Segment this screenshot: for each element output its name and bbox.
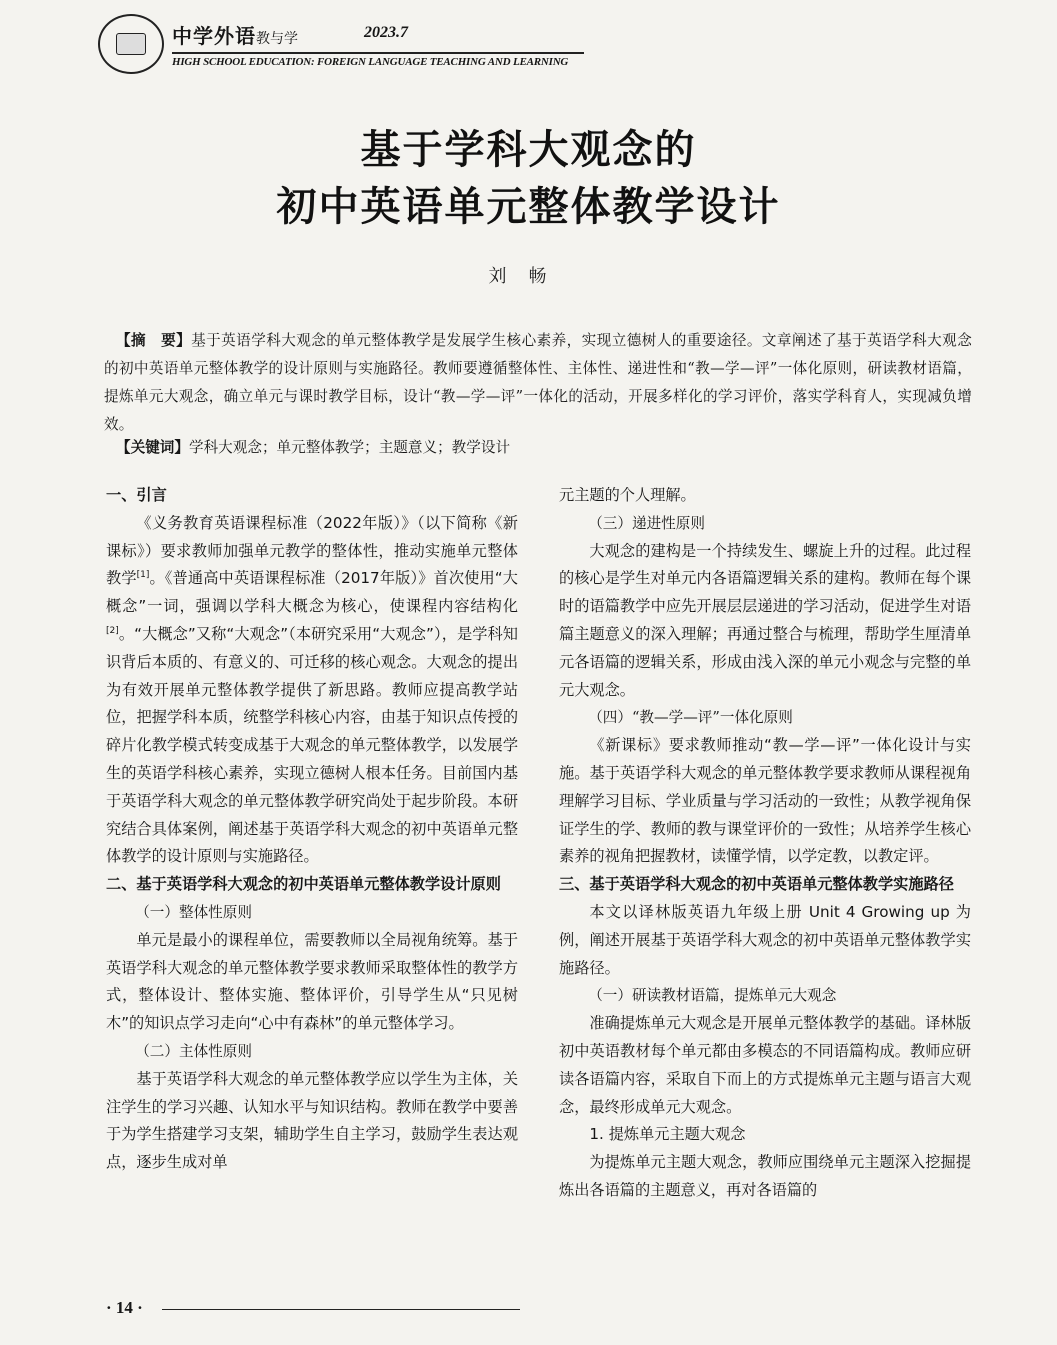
journal-name-main: 中学外语 (172, 24, 256, 48)
body-column-right (559, 482, 971, 1205)
keywords-label: 【关键词】 (116, 439, 189, 456)
text-run: 基于英语学科大观念的单元整体教学应以学生为主体，关注学生的学习兴趣、认知水平与知识结构。教师在教学中要善于为学生搭建学习支架，辅助学生自主学习，鼓励学生表达观点，逐步生成对单 (106, 1069, 518, 1172)
abstract-text: 基于英语学科大观念的单元整体教学是发展学生核心素养，实现立德树人的重要途径。文章阐述了基于英语学科大观念的初中英语单元整体教学的设计原则与实施路径。教师要遵循整体性、主体性、递进性和“教—学—评”一体化原则，研读教材语篇，提炼单元大观念，确立单元与课时教学目标，设计“教—学—评”一体化的活动，开展多样化的学习评价，落实学科育人，实现减负增效。 (104, 332, 972, 433)
article-author: 刘畅 (488, 266, 569, 287)
text-run: 1. 提炼单元主题大观念 (589, 1125, 746, 1144)
section-heading (106, 871, 518, 899)
section-heading (106, 899, 518, 927)
keywords (116, 434, 976, 462)
paragraph (559, 482, 971, 510)
paragraph (559, 899, 971, 982)
text-run: （一）研读教材语篇，提炼单元大观念 (588, 987, 837, 1005)
text-run: 大观念的建构是一个持续发生、螺旋上升的过程。此过程的核心是学生对单元内各语篇逻辑关系的建构。教师在每个课时的语篇教学中应先开展层层递进的学习活动，促进学生对语篇主题意义的深入理解；再通过整合与梳理，帮助学生厘清单元各语篇的逻辑关系，形成由浅入深的单元小观念与完整的单元大观念。 (559, 541, 971, 699)
section-heading (559, 982, 971, 1010)
journal-name-en: HIGH SCHOOL EDUCATION: FOREIGN LANGUAGE TEACHING AND LEARNING (172, 56, 569, 68)
seal-emblem-icon (116, 33, 146, 55)
text-run: 准确提炼单元大观念是开展单元整体教学的基础。译林版初中英语教材每个单元都由多模态的不同语篇构成。教师应研读各语篇内容，采取自下而上的方式提炼单元主题与语言大观念，最终形成单元大观念。 (559, 1014, 971, 1116)
text-run: （四）“教—学—评”一体化原则 (588, 709, 793, 727)
text-run: （三）递进性原则 (588, 514, 705, 532)
text-run: 元主题的个人理解。 (559, 486, 696, 504)
journal-name-cn (172, 20, 298, 49)
paragraph (106, 927, 518, 1038)
article-title-line2: 初中英语单元整体教学设计 (276, 184, 781, 230)
section-heading (559, 704, 971, 732)
paragraph (106, 510, 518, 871)
text-run: （一）整体性原则 (135, 903, 252, 921)
issue-number: 2023.7 (364, 24, 408, 41)
abstract-label: 【摘 要】 (116, 332, 192, 349)
article-title-line1: 基于学科大观念的 (360, 127, 697, 173)
paragraph (559, 1010, 971, 1121)
section-heading (559, 1121, 971, 1149)
text-run: 《新课标》要求教师推动“教—学—评”一体化设计与实施。基于英语学科大观念的单元整体教学要求教师从课程视角理解学习目标、学业质量与学习活动的一致性；从教学视角保证学生的学、教师的教与课堂评价的一致性；从培养学生核心素养的视角把握教材，读懂学情，以学定教，以教定评。 (559, 736, 971, 866)
section-heading (106, 1038, 518, 1066)
journal-header (98, 10, 588, 70)
text-run: 。“大概念”又称“大观念”（本研究采用“大观念”），是学科知识背后本质的、有意义的、可迁移的核心观念。大观念的提出为有效开展单元整体教学提供了新思路。教师应提高教学站位，把握学科本质，统整学科核心内容，由基于知识点传授的碎片化教学模式转变成基于大观念的单元整体教学，以发展学生的英语学科核心素养，实现立德树人根本任务。目前国内基于英语学科大观念的单元整体教学研究尚处于起步阶段。本研究结合具体案例，阐述基于英语学科大观念的初中英语单元整体教学的设计原则与实施路径。 (106, 624, 518, 866)
keywords-text: 学科大观念；单元整体教学；主题意义；教学设计 (188, 439, 511, 456)
text-run: 。《普通高中英语课程标准（2017年版）》首次使用“大概念”一词，强调以学科大概念为核心，使课程内容结构化 (106, 569, 518, 616)
journal-seal-logo (98, 14, 164, 74)
citation-ref: [1] (136, 570, 150, 581)
journal-name-sub: 教与学 (256, 31, 298, 47)
paragraph (559, 538, 971, 705)
citation-ref: [2] (106, 625, 119, 636)
header-rule (172, 52, 584, 54)
text-run: 《义务教育英语课程标准（2022年版）》（以下简称《新课标》）要求教师加强单元教学的整体性，推动实施单元整体教学 (106, 513, 518, 588)
paragraph (106, 1066, 518, 1177)
footer-rule (162, 1309, 520, 1310)
text-run: 单元是最小的课程单位，需要教师以全局视角统筹。基于英语学科大观念的单元整体教学要求教师采取整体性的教学方式，整体设计、整体实施、整体评价，引导学生从“只见树木”的知识点学习走向“心中有森林”的单元整体学习。 (106, 930, 518, 1033)
body-column-left (106, 482, 518, 1177)
paragraph (559, 732, 971, 871)
page-number: · 14 · (106, 1298, 143, 1317)
section-heading (559, 510, 971, 538)
paragraph (559, 1149, 971, 1205)
text-run: 为提炼单元主题大观念，教师应围绕单元主题深入挖掘提炼出各语篇的主题意义，再对各语篇的 (559, 1153, 971, 1199)
text-run: 二、基于英语学科大观念的初中英语单元整体教学设计原则 (106, 875, 501, 894)
text-run: 本文以译林版英语九年级上册 Unit 4 Growing up 为例，阐述开展基于英语学科大观念的初中英语单元整体教学实施路径。 (559, 902, 971, 977)
text-run: （二）主体性原则 (135, 1042, 252, 1060)
abstract (104, 327, 972, 439)
section-heading (559, 871, 971, 899)
text-run: 一、引言 (106, 486, 167, 504)
text-run: 三、基于英语学科大观念的初中英语单元整体教学实施路径 (559, 875, 954, 894)
section-heading (106, 482, 518, 510)
